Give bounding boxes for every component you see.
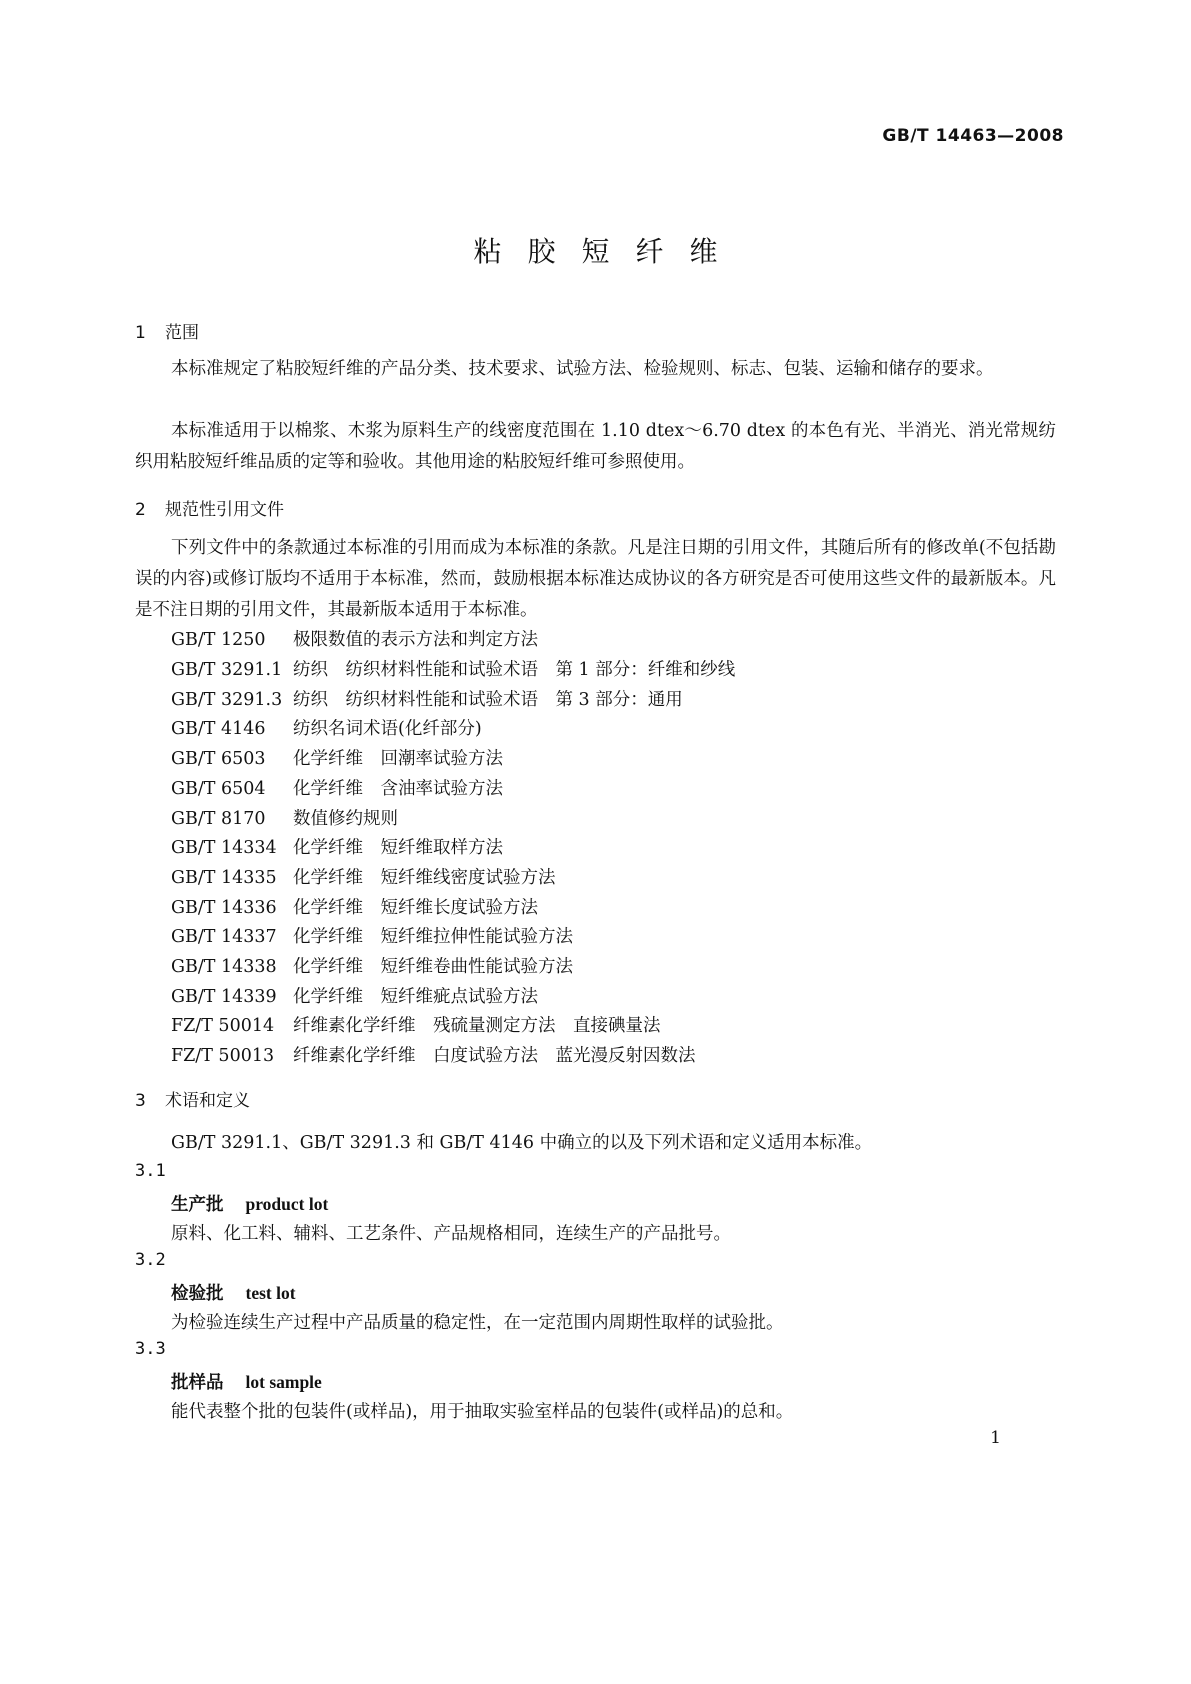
section-number: 3 xyxy=(135,1091,146,1111)
reference-item xyxy=(171,686,683,711)
term-entry xyxy=(171,1369,322,1394)
reference-title: 化学纤维 短纤维取样方法 xyxy=(293,838,503,858)
reference-title: 纤维素化学纤维 残硫量测定方法 直接碘量法 xyxy=(293,1016,661,1036)
term-english: lot sample xyxy=(245,1372,322,1392)
section-title: 范围 xyxy=(165,323,199,343)
reference-title: 纺织 纺织材料性能和试验术语 第 1 部分：纤维和纱线 xyxy=(293,660,736,680)
reference-code: GB/T 6504 xyxy=(171,779,266,799)
reference-code: GB/T 3291.1 xyxy=(171,660,283,680)
reference-item xyxy=(171,864,556,889)
term-chinese: 检验批 xyxy=(171,1284,224,1304)
reference-code: GB/T 4146 xyxy=(171,719,266,739)
reference-title: 数值修约规则 xyxy=(293,809,398,829)
reference-code: GB/T 14336 xyxy=(171,898,277,918)
reference-code: GB/T 8170 xyxy=(171,809,266,829)
reference-item xyxy=(171,775,503,800)
term-chinese: 生产批 xyxy=(171,1195,224,1215)
section-1-paragraph-1: 本标准规定了粘胶短纤维的产品分类、技术要求、试验方法、检验规则、标志、包装、运输和储存的要求。 xyxy=(171,359,994,379)
term-definition: 为检验连续生产过程中产品质量的稳定性，在一定范围内周期性取样的试验批。 xyxy=(171,1313,784,1333)
reference-item xyxy=(171,834,503,859)
reference-code: GB/T 14335 xyxy=(171,868,277,888)
reference-code: GB/T 14337 xyxy=(171,927,277,947)
subclause-number: 3.3 xyxy=(135,1339,166,1359)
section-title: 术语和定义 xyxy=(165,1091,250,1111)
section-number: 1 xyxy=(135,323,146,343)
reference-title: 化学纤维 短纤维线密度试验方法 xyxy=(293,868,556,888)
term-chinese: 批样品 xyxy=(171,1373,224,1393)
reference-item xyxy=(171,1012,661,1037)
reference-code: GB/T 14339 xyxy=(171,987,277,1007)
reference-title: 化学纤维 短纤维疵点试验方法 xyxy=(293,987,538,1007)
reference-title: 化学纤维 短纤维长度试验方法 xyxy=(293,898,538,918)
section-2-paragraph-1: 下列文件中的条款通过本标准的引用而成为本标准的条款。凡是注日期的引用文件，其随后所有的修改单(不包括勘误的内容)或修订版均不适用于本标准，然而，鼓励根据本标准达成协议的各方研究是否可使用这些文件的最新版本。凡是不注日期的引用文件，其最新版本适用于本标准。 xyxy=(135,538,1056,620)
reference-code: GB/T 14338 xyxy=(171,957,277,977)
section-3-heading xyxy=(135,1086,250,1111)
reference-title: 化学纤维 回潮率试验方法 xyxy=(293,749,503,769)
reference-title: 纺织名词术语(化纤部分) xyxy=(293,719,482,739)
term-english: product lot xyxy=(245,1194,329,1214)
reference-code: GB/T 1250 xyxy=(171,630,266,650)
section-title: 规范性引用文件 xyxy=(165,500,284,520)
reference-code: GB/T 3291.3 xyxy=(171,690,283,710)
section-1-paragraph-2: 本标准适用于以棉浆、木浆为原料生产的线密度范围在 1.10 dtex～6.70 dtex 的本色有光、半消光、消光常规纺织用粘胶短纤维品质的定等和验收。其他用途的粘胶短纤维可参照使用。 xyxy=(135,421,1056,472)
page-number: 1 xyxy=(990,1428,1001,1448)
subclause-number: 3.1 xyxy=(135,1161,166,1181)
reference-code: FZ/T 50013 xyxy=(171,1046,275,1066)
reference-item xyxy=(171,894,538,919)
document-title: 粘胶短纤维 xyxy=(473,235,744,268)
section-number: 2 xyxy=(135,500,146,520)
term-entry xyxy=(171,1280,296,1305)
reference-item xyxy=(171,745,503,770)
term-definition: 原料、化工料、辅料、工艺条件、产品规格相同，连续生产的产品批号。 xyxy=(171,1224,731,1244)
reference-item xyxy=(171,983,538,1008)
reference-item xyxy=(171,1042,696,1067)
reference-title: 纤维素化学纤维 白度试验方法 蓝光漫反射因数法 xyxy=(293,1046,696,1066)
reference-item xyxy=(171,656,735,681)
section-3-paragraph-1: GB/T 3291.1、GB/T 3291.3 和 GB/T 4146 中确立的以及下列术语和定义适用本标准。 xyxy=(171,1133,873,1153)
reference-title: 纺织 纺织材料性能和试验术语 第 3 部分：通用 xyxy=(293,690,683,710)
term-definition: 能代表整个批的包装件(或样品)，用于抽取实验室样品的包装件(或样品)的总和。 xyxy=(171,1402,794,1422)
standard-number: GB/T 14463—2008 xyxy=(882,126,1064,146)
reference-code: FZ/T 50014 xyxy=(171,1016,275,1036)
reference-code: GB/T 6503 xyxy=(171,749,266,769)
term-entry xyxy=(171,1191,328,1216)
term-english: test lot xyxy=(245,1283,296,1303)
reference-item xyxy=(171,953,573,978)
reference-item xyxy=(171,626,538,651)
reference-title: 极限数值的表示方法和判定方法 xyxy=(293,630,538,650)
reference-item xyxy=(171,805,398,830)
section-1-heading xyxy=(135,318,199,343)
reference-title: 化学纤维 含油率试验方法 xyxy=(293,779,503,799)
reference-item xyxy=(171,715,482,740)
reference-title: 化学纤维 短纤维拉伸性能试验方法 xyxy=(293,927,573,947)
reference-title: 化学纤维 短纤维卷曲性能试验方法 xyxy=(293,957,573,977)
subclause-number: 3.2 xyxy=(135,1250,166,1270)
reference-code: GB/T 14334 xyxy=(171,838,277,858)
reference-item xyxy=(171,923,573,948)
section-2-heading xyxy=(135,495,284,520)
